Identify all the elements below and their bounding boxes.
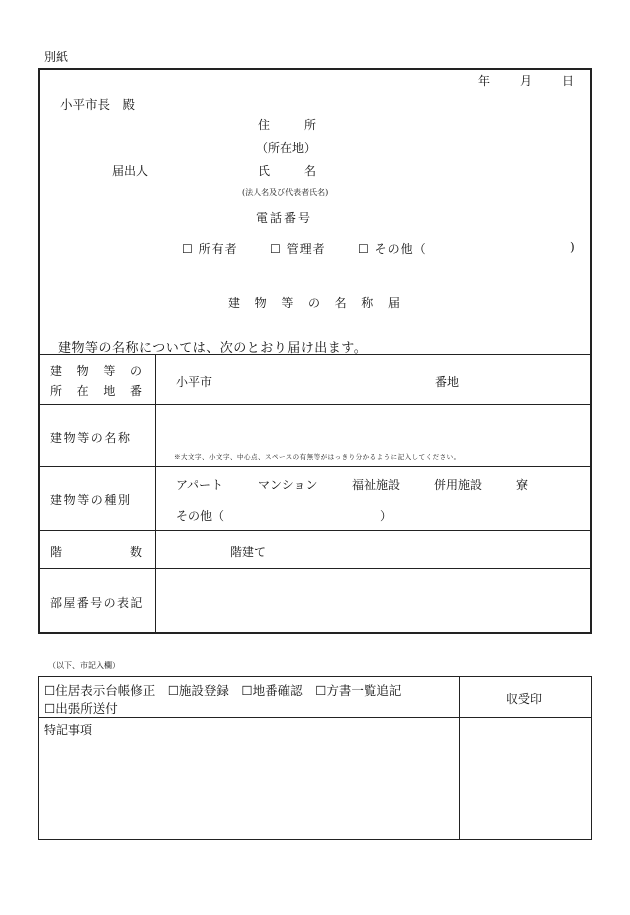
- building-name-note: ※大文字、小文字、中心点、スペースの有無等がはっきり分かるように記入してください。: [174, 453, 461, 461]
- checkbox-icon[interactable]: ☐: [270, 242, 282, 256]
- role-other-label: その他（: [374, 242, 427, 256]
- location-lot-suffix: 番地: [435, 375, 460, 389]
- receipt-stamp-area: [464, 722, 586, 834]
- type-other-input[interactable]: [236, 505, 376, 521]
- name-label-char: 名: [303, 164, 316, 178]
- phone-label: 電話番号: [256, 211, 313, 225]
- location-label-line1: [50, 362, 142, 379]
- location-lot-input[interactable]: [226, 368, 426, 390]
- row-divider: [38, 530, 592, 531]
- form-title-char: の: [307, 296, 320, 310]
- type-other-label: その他（: [176, 509, 225, 523]
- floors-label-char: 数: [129, 545, 142, 559]
- location-label-char: の: [129, 364, 142, 378]
- floors-suffix: 階建て: [230, 545, 267, 559]
- role-other-close: ): [570, 240, 575, 254]
- floors-label: [50, 543, 142, 560]
- role-other-option[interactable]: [358, 240, 427, 257]
- form-title-char: 名: [334, 296, 347, 310]
- form-title-char: 届: [387, 296, 400, 310]
- form-title-char: 物: [254, 296, 267, 310]
- location-label-char: 所: [50, 384, 63, 398]
- office-checks-line2[interactable]: ☐出張所送付: [44, 701, 118, 716]
- room-number-label: 部屋番号の表記: [50, 596, 144, 610]
- location-label-line2: [50, 382, 142, 399]
- form-title-char: 等: [281, 296, 294, 310]
- intro-text: 建物等の名称については、次のとおり届け出ます。: [58, 341, 368, 356]
- address-label-char: 住: [258, 118, 271, 132]
- date-year: 年: [478, 74, 491, 88]
- form-title-char: 建: [228, 296, 241, 310]
- office-checks-line1[interactable]: ☐住居表示台帳修正 ☐施設登録 ☐地番確認 ☐方書一覧追記: [44, 683, 402, 698]
- row-divider: [38, 404, 592, 405]
- room-number-input[interactable]: [162, 574, 582, 628]
- name-label-char: 氏: [258, 164, 271, 178]
- floors-label-char: 階: [50, 545, 63, 559]
- location-label-char: 等: [103, 364, 116, 378]
- form-title-char: 称: [361, 296, 374, 310]
- role-owner-label: 所有者: [198, 242, 238, 256]
- remarks-input[interactable]: [44, 740, 454, 834]
- receipt-stamp-label: 収受印: [506, 692, 543, 706]
- office-section-caption: （以下、市記入欄）: [48, 661, 120, 670]
- name-label: [258, 162, 316, 179]
- role-owner-option[interactable]: [182, 240, 238, 257]
- building-type-label: 建物等の種別: [50, 493, 132, 507]
- remarks-label: 特記事項: [44, 723, 93, 737]
- type-option-mixed-use[interactable]: 併用施設: [434, 478, 483, 492]
- checkbox-icon[interactable]: ☐: [358, 242, 370, 256]
- address-sub-label: （所在地）: [256, 141, 317, 155]
- receipt-column-divider: [459, 676, 460, 840]
- role-manager-label: 管理者: [286, 242, 326, 256]
- form-title: [228, 294, 400, 311]
- location-label-char: 物: [76, 364, 89, 378]
- building-name-input[interactable]: [162, 410, 582, 444]
- location-city: 小平市: [176, 375, 213, 389]
- date-day: 日: [562, 74, 575, 88]
- address-label: [258, 116, 316, 133]
- name-sub-label: (法人名及び代表者氏名): [242, 188, 329, 197]
- date-month: 月: [520, 74, 533, 88]
- attachment-label: 別紙: [44, 50, 69, 64]
- type-option-apartment[interactable]: アパート: [176, 478, 224, 492]
- type-other-close: ）: [380, 509, 393, 523]
- type-option-mansion[interactable]: マンション: [258, 478, 318, 492]
- row-divider: [38, 568, 592, 569]
- location-label-char: 地: [103, 384, 116, 398]
- row-divider: [38, 466, 592, 467]
- type-option-dormitory[interactable]: 寮: [516, 478, 529, 492]
- building-name-label: 建物等の名称: [50, 431, 132, 445]
- office-section-divider: [38, 717, 592, 718]
- address-label-char: 所: [303, 118, 316, 132]
- location-label-char: 番: [129, 384, 142, 398]
- table-top-rule: [38, 354, 592, 355]
- location-label-char: 在: [76, 384, 89, 398]
- addressee: 小平市長 殿: [60, 97, 136, 112]
- label-column-divider: [155, 354, 156, 634]
- role-other-input[interactable]: [440, 240, 552, 256]
- applicant-label: 届出人: [112, 164, 149, 178]
- type-option-welfare[interactable]: 福祉施設: [352, 478, 401, 492]
- floors-input[interactable]: [162, 538, 224, 560]
- location-label-char: 建: [50, 364, 63, 378]
- role-manager-option[interactable]: [270, 240, 326, 257]
- checkbox-icon[interactable]: ☐: [182, 242, 194, 256]
